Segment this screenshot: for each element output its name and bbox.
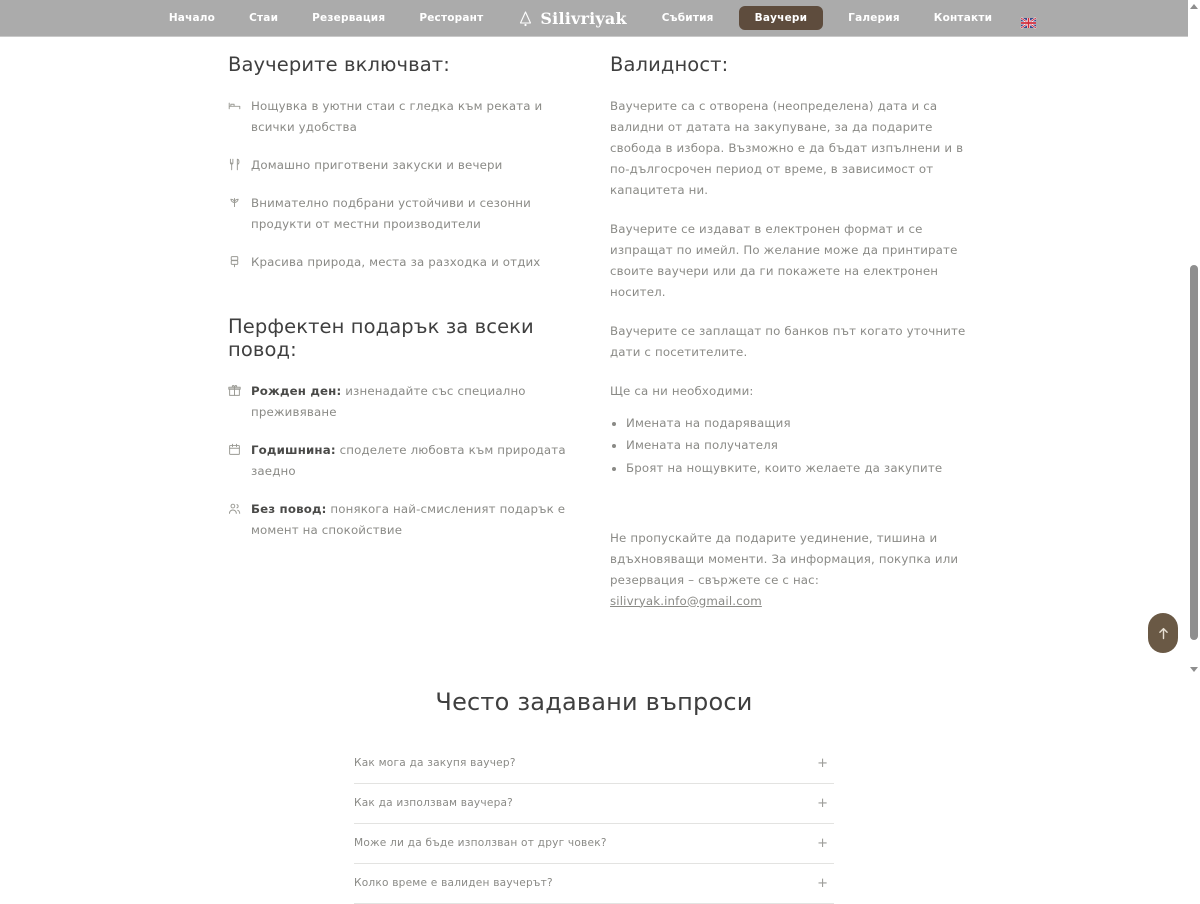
validity-paragraph-3: Ваучерите се заплащат по банков път когато уточните дати с посетителите. xyxy=(610,323,966,359)
scrollbar-thumb[interactable] xyxy=(1190,265,1198,640)
includes-heading: Ваучерите включват: xyxy=(228,53,450,76)
uk-flag-icon[interactable] xyxy=(1021,13,1036,24)
left-column xyxy=(228,53,588,630)
gift-heading: Перфектен подарък за всеки повод: xyxy=(228,314,534,361)
faq-question: Как да използвам ваучера? xyxy=(354,797,514,810)
calendar-icon xyxy=(228,443,241,456)
faq-question: Как мога да закупя ваучер? xyxy=(354,757,516,770)
faq-question: Може ли да бъде използван от друг човек? xyxy=(354,837,607,850)
occasion-text: споделете любовта към природата заедно xyxy=(251,442,566,478)
faq-list xyxy=(354,744,834,904)
faq-title: Често задавани въпроси xyxy=(435,687,753,716)
faq-item-3[interactable] xyxy=(354,824,834,864)
list-item-text: Красива природа, места за разходка и отдих xyxy=(251,254,541,269)
faq-item-2[interactable] xyxy=(354,784,834,824)
faq-section xyxy=(0,688,1188,904)
nav-item-home[interactable]: Начало xyxy=(168,12,216,24)
occasion-label: Рожден ден: xyxy=(251,383,342,398)
list-item-text xyxy=(251,499,588,541)
scroll-down-arrow-icon[interactable] xyxy=(1188,663,1200,675)
nav-items-container xyxy=(152,6,1036,30)
two-column-layout xyxy=(0,53,1188,630)
validity-paragraph-2: Ваучерите се издават в електронен формат и се изпращат по имейл. По желание може да принтирате своите ваучери или да ги покажете на електронен носител. xyxy=(610,221,958,299)
main-content xyxy=(0,37,1188,904)
list-item-text: Домашно приготвени закуски и вечери xyxy=(251,157,503,172)
occasion-text: понякога най-смисленият подарък е момент на спокойствие xyxy=(251,501,566,537)
list-item xyxy=(228,499,588,541)
spacer xyxy=(610,506,970,528)
faq-question: Колко време е валиден ваучерът? xyxy=(354,877,553,890)
utensils-icon xyxy=(228,158,241,171)
needed-heading: Ще са ни необходими: xyxy=(610,383,754,398)
faq-item-4[interactable] xyxy=(354,864,834,904)
list-item: • Броят на нощувките, които желаете да закупите xyxy=(626,457,970,480)
list-item: • Имената на подаряващия xyxy=(626,412,970,435)
list-item-text xyxy=(251,381,588,423)
nav-item-contacts[interactable]: Контакти xyxy=(933,12,993,24)
list-item xyxy=(228,252,588,273)
brand-logo[interactable] xyxy=(500,9,644,28)
list-item xyxy=(228,381,588,423)
right-column xyxy=(610,53,970,630)
nav-item-vouchers[interactable]: Ваучери xyxy=(739,6,824,30)
list-item-text: Нощувка в уютни стаи с гледка към реката и всички удобства xyxy=(251,99,543,134)
plus-icon[interactable]: + xyxy=(817,795,828,811)
validity-paragraph-1: Ваучерите са с отворена (неопределена) дата и са валидни от датата на закупуване, за да подарите свобода в избора. Възможно е да бъдат изпълнени и в по-дългосрочен период от време, в зависимост от капацитета ни. xyxy=(610,99,964,197)
list-item xyxy=(228,96,588,138)
list-item-text: Внимателно подбрани устойчиви и сезонни продукти от местни производители xyxy=(251,195,531,231)
bed-icon xyxy=(228,99,241,112)
tree-icon xyxy=(228,255,241,268)
scroll-to-top-button[interactable] xyxy=(1148,613,1178,653)
list-item xyxy=(228,193,588,235)
nav-item-rooms[interactable]: Стаи xyxy=(249,12,279,24)
nav-item-vouchers-wrapper xyxy=(731,6,832,30)
nav-item-reservation[interactable]: Резервация xyxy=(312,12,386,24)
vertical-scrollbar[interactable] xyxy=(1188,0,1200,675)
email-link[interactable]: silivryak.info@gmail.com xyxy=(610,593,762,608)
list-item: • Имената на получателя xyxy=(626,434,970,457)
brand-name: Silivriyak xyxy=(540,8,627,28)
list-item-text xyxy=(251,440,588,482)
closing-text: Не пропускайте да подарите уединение, тишина и вдъхновяващи моменти. За информация, покупка или резервация – свържете се с нас: xyxy=(610,530,959,587)
occasion-label: Без повод: xyxy=(251,501,327,516)
plus-icon[interactable]: + xyxy=(817,835,828,851)
list-item xyxy=(228,155,588,176)
occasions-list xyxy=(228,381,588,541)
sprout-icon xyxy=(228,196,241,209)
nav-item-restaurant[interactable]: Ресторант xyxy=(419,12,484,24)
plus-icon[interactable]: + xyxy=(817,755,828,771)
occasion-label: Годишнина: xyxy=(251,442,336,457)
validity-heading: Валидност: xyxy=(610,53,729,76)
nav-item-events[interactable]: Събития xyxy=(661,12,714,24)
occasion-text: изненадайте със специално преживяване xyxy=(251,383,526,419)
bell-icon xyxy=(518,10,533,27)
gift-icon xyxy=(228,384,241,397)
list-item xyxy=(228,440,588,482)
needed-list xyxy=(626,412,970,480)
scroll-up-arrow-icon[interactable] xyxy=(1188,0,1200,12)
includes-list xyxy=(228,96,588,273)
users-icon xyxy=(228,502,241,515)
plus-icon[interactable]: + xyxy=(817,875,828,891)
faq-item-1[interactable] xyxy=(354,744,834,784)
top-navigation-bar xyxy=(0,0,1188,37)
nav-item-gallery[interactable]: Галерия xyxy=(848,12,900,24)
arrow-up-icon xyxy=(1158,627,1169,640)
closing-paragraph xyxy=(610,528,970,612)
